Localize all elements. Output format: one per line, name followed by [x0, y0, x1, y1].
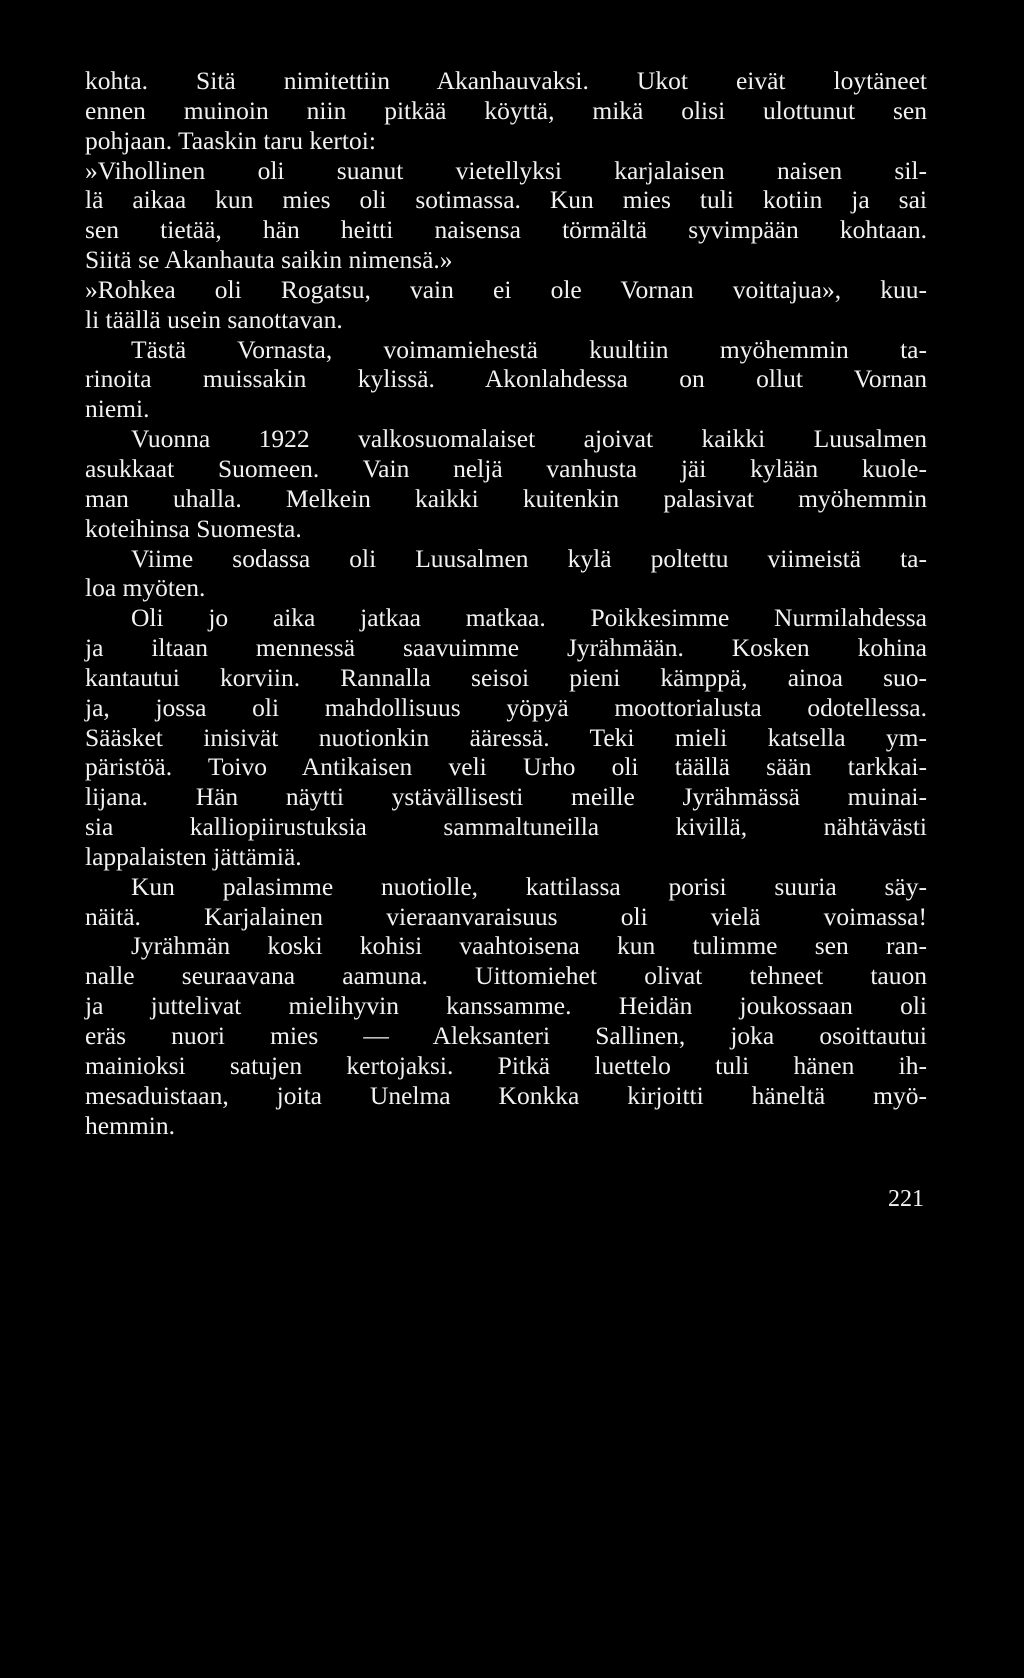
text-line: Sääsket inisivät nuotionkin ääressä. Teki mieli katsella ym- — [85, 722, 927, 752]
text-line: näitä. Karjalainen vieraanvaraisuus oli vielä voimassa! — [85, 901, 927, 931]
text-line: kohta. Sitä nimitettiin Akanhauvaksi. Ukot eivät loytäneet — [85, 66, 927, 95]
text-line: pohjaan. Taaskin taru kertoi: — [85, 125, 376, 155]
text-line: koteihinsa Suomesta. — [85, 513, 302, 543]
text-line: kantautui korviin. Rannalla seisoi pieni kämppä, ainoa suo- — [85, 662, 927, 692]
text-line: Vuonna 1922 valkosuomalaiset ajoivat kaikki Luusalmen — [131, 424, 927, 454]
text-line: Viime sodassa oli Luusalmen kylä poltettu viimeistä ta- — [131, 543, 927, 573]
text-line: ennen muinoin niin pitkää köyttä, mikä olisi ulottunut sen — [85, 95, 927, 125]
text-line: nalle seuraavana aamuna. Uittomiehet olivat tehneet tauon — [85, 961, 927, 991]
text-line: asukkaat Suomeen. Vain neljä vanhusta jäi kylään kuole- — [85, 453, 927, 483]
text-line: lijana. Hän näytti ystävällisesti meille Jyrähmässä muinai- — [85, 782, 927, 812]
text-line: niemi. — [85, 394, 150, 424]
text-line: man uhalla. Melkein kaikki kuitenkin palasivat myöhemmin — [85, 483, 927, 513]
text-line: li täällä usein sanottavan. — [85, 304, 343, 334]
text-line: päristöä. Toivo Antikaisen veli Urho oli täällä sään tarkkai- — [85, 752, 927, 782]
text-line: ja, jossa oli mahdollisuus yöpyä moottorialusta odotellessa. — [85, 692, 927, 722]
text-line: Kun palasimme nuotiolle, kattilassa porisi suuria säy- — [131, 871, 927, 901]
text-line: loa myöten. — [85, 573, 206, 603]
text-line: eräs nuori mies — Aleksanteri Sallinen, joka osoittautui — [85, 1021, 927, 1050]
text-line: Jyrähmän koski kohisi vaahtoisena kun tulimme sen ran- — [131, 931, 927, 961]
text-line: ja iltaan mennessä saavuimme Jyrähmään. Kosken kohina — [85, 633, 927, 663]
text-line: ja juttelivat mielihyvin kanssamme. Heidän joukossaan oli — [85, 991, 927, 1021]
text-line: mesaduistaan, joita Unelma Konkka kirjoitti häneltä myö- — [85, 1080, 927, 1110]
body-text — [85, 66, 927, 1140]
text-line: mainioksi satujen kertojaksi. Pitkä luettelo tuli hänen ih- — [85, 1050, 927, 1080]
text-line: sen tietää, hän heitti naisensa törmältä syvimpään kohtaan. — [85, 215, 927, 245]
text-line: Oli jo aika jatkaa matkaa. Poikkesimme Nurmilahdessa — [131, 603, 927, 633]
text-line: sia kalliopiirustuksia sammaltuneilla kivillä, nähtävästi — [85, 812, 927, 842]
text-line: Tästä Vornasta, voimamiehestä kuultiin myöhemmin ta- — [131, 334, 927, 364]
text-line: lä aikaa kun mies oli sotimassa. Kun mies tuli kotiin ja sai — [85, 185, 927, 215]
text-line: rinoita muissakin kylissä. Akonlahdessa on ollut Vornan — [85, 364, 927, 394]
page-number: 221 — [888, 1186, 924, 1212]
text-line: hemmin. — [85, 1110, 175, 1140]
text-line: Siitä se Akanhauta saikin nimensä.» — [85, 245, 453, 275]
text-line: »Vihollinen oli suanut vietellyksi karjalaisen naisen sil- — [85, 155, 927, 185]
text-line: »Rohkea oli Rogatsu, vain ei ole Vornan voittajua», kuu- — [85, 274, 927, 304]
text-line: lappalaisten jättämiä. — [85, 841, 302, 871]
